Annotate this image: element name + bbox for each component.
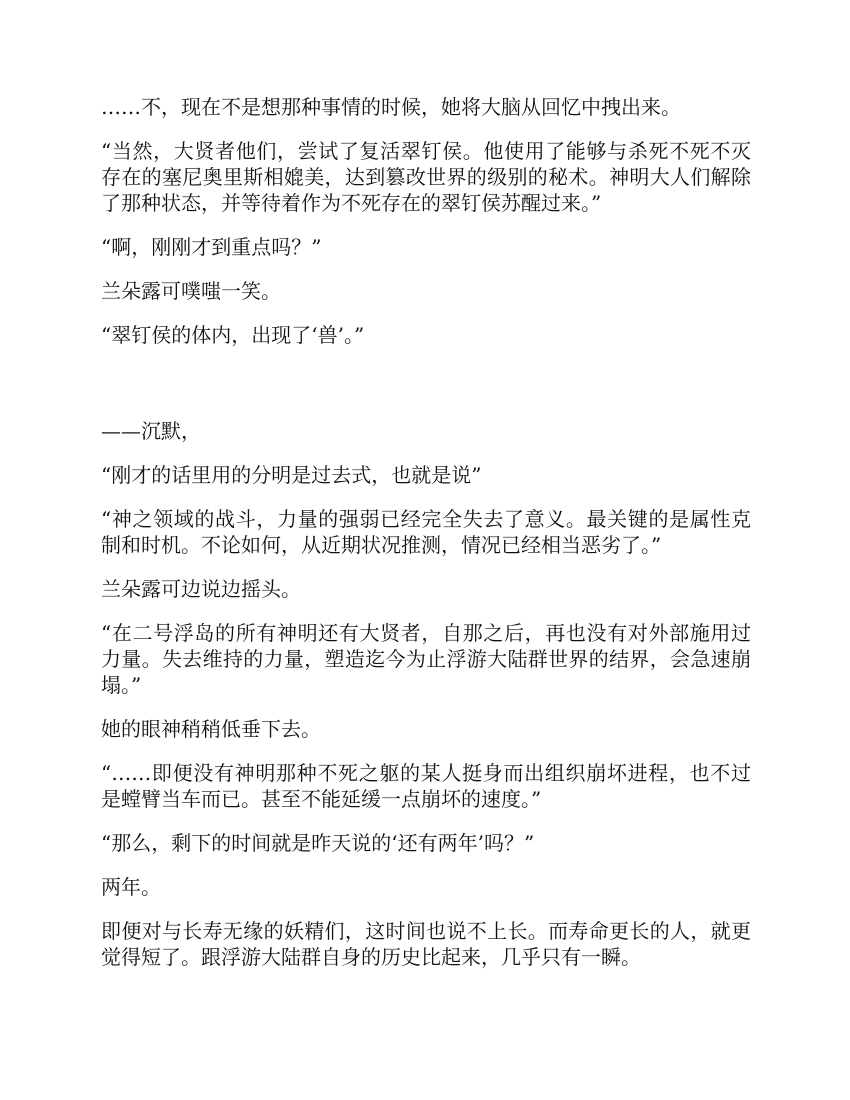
paragraph: “……即便没有神明那种不死之躯的某人挺身而出组织崩坏进程，也不过是螳臂当车而已。甚至不能延缓一点崩坏的速度。”: [101, 761, 751, 811]
paragraph: “当然，大贤者他们，尝试了复活翠钉侯。他使用了能够与杀死不死不灭存在的塞尼奥里斯相媲美，达到篡改世界的级别的秘术。神明大人们解除了那种状态，并等待着作为不死存在的翠钉侯苏醒过来。”: [101, 139, 751, 215]
paragraph: 兰朵露可噗嗤一笑。: [101, 279, 281, 303]
paragraph: ……不，现在不是想那种事情的时候，她将大脑从回忆中拽出来。: [101, 95, 681, 119]
paragraph: “在二号浮岛的所有神明还有大贤者，自那之后，再也没有对外部施用过力量。失去维持的力量，塑造迄今为止浮游大陆群世界的结界，会急速崩塌。”: [101, 621, 751, 697]
paragraph: 两年。: [101, 875, 161, 899]
document-page: [101, 94, 751, 988]
paragraph: 兰朵露可边说边摇头。: [101, 577, 301, 601]
paragraph: “翠钉侯的体内，出现了‘兽’。”: [101, 323, 365, 347]
paragraph: 即便对与长寿无缘的妖精们，这时间也说不上长。而寿命更长的人，就更觉得短了。跟浮游大陆群自身的历史比起来，几乎只有一瞬。: [101, 919, 751, 969]
paragraph: “啊，刚刚才到重点吗？”: [101, 235, 322, 259]
paragraph: “那么，剩下的时间就是昨天说的‘还有两年’吗？”: [101, 831, 535, 855]
paragraph: “刚才的话里用的分明是过去式，也就是说”: [101, 463, 482, 487]
paragraph: 她的眼神稍稍低垂下去。: [101, 717, 321, 741]
paragraph: ——沉默，: [101, 419, 201, 443]
paragraph: “神之领域的战斗，力量的强弱已经完全失去了意义。最关键的是属性克制和时机。不论如何，从近期状况推测，情况已经相当恶劣了。”: [101, 507, 751, 557]
